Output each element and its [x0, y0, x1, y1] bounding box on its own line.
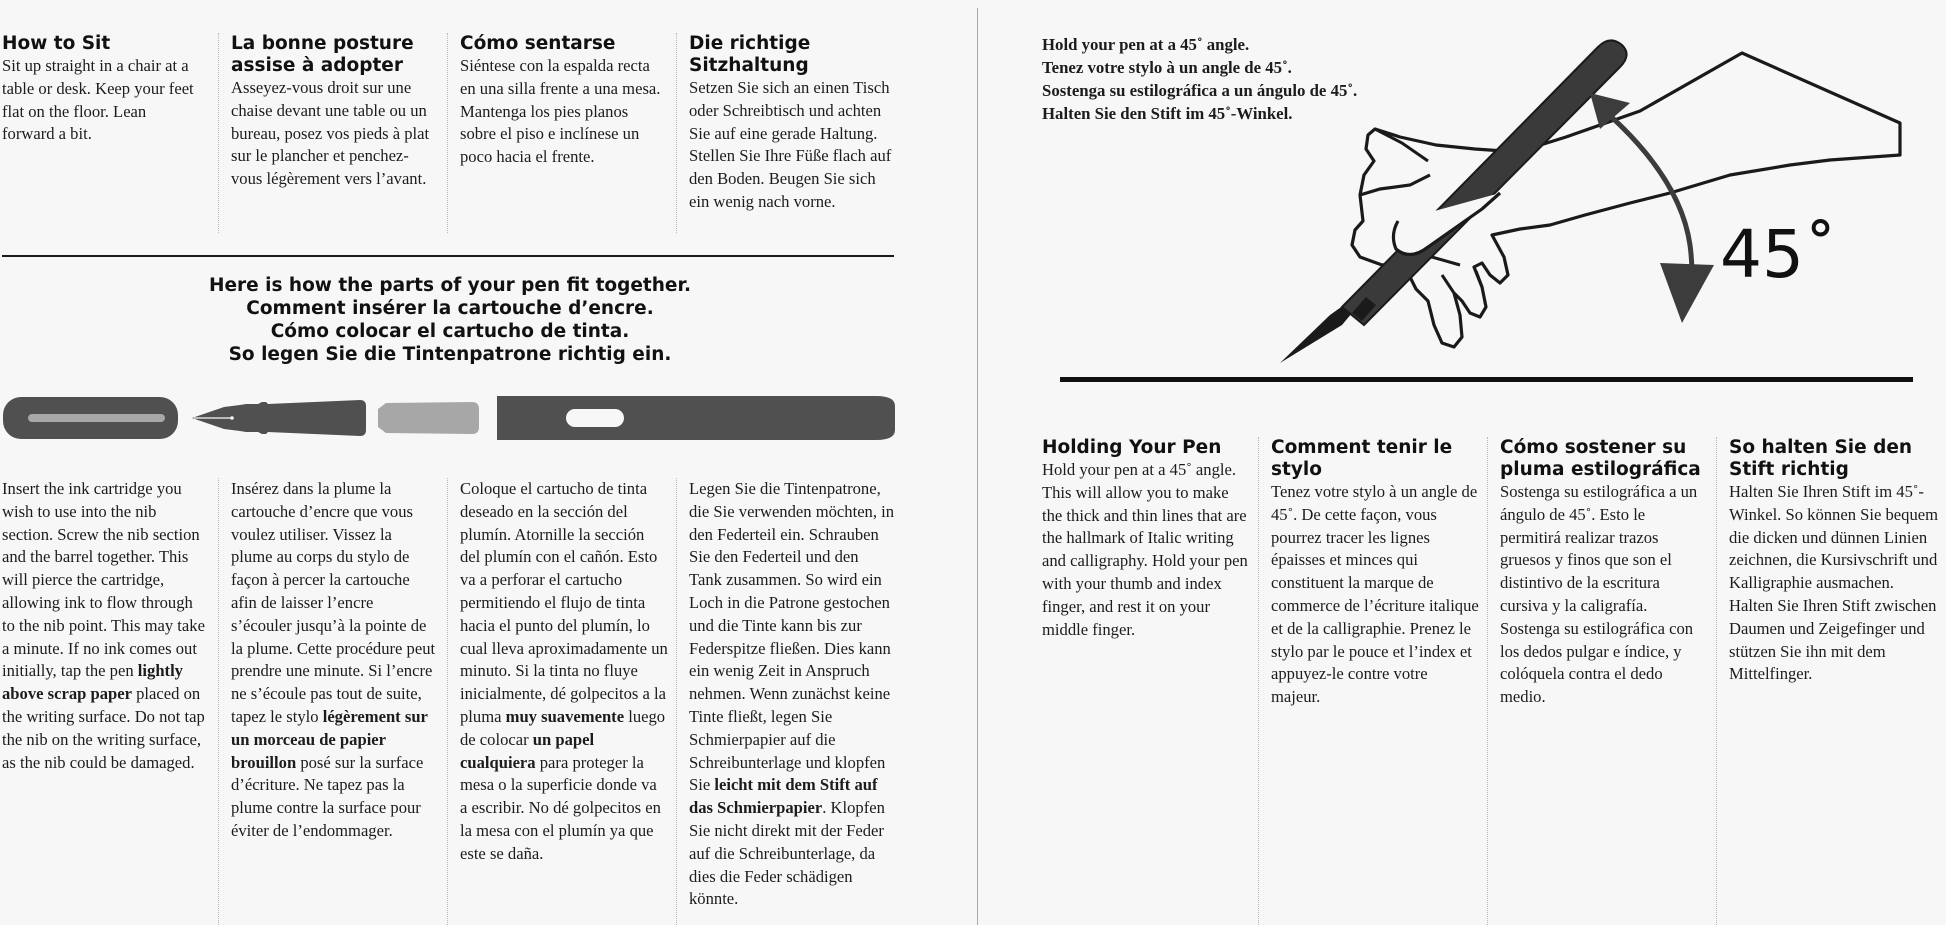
- ink-cartridge-part: [378, 402, 479, 434]
- angle-caption-fr: Tenez votre stylo à un angle de 45˚.: [1042, 58, 1292, 77]
- angle-caption-es: Sostenga su estilográfica a un ángulo de 45˚.: [1042, 81, 1358, 100]
- section-rule: [2, 255, 894, 257]
- holding-body-fr: Tenez votre stylo à un angle de 45˚. De cette façon, vous pourrez tracer les lignes épaisses et minces qui constituent la marque de commerce de l’écriture italique et de la calligraphie. Prenez le stylo par le pouce et l’index et appuyez-le contre votre majeur.: [1271, 482, 1479, 707]
- holding-title-fr: Comment tenir le stylo: [1271, 437, 1453, 480]
- holding-col-fr: [1271, 437, 1479, 709]
- angle-caption-en: Hold your pen at a 45˚ angle.: [1042, 35, 1250, 54]
- holding-body-en: Hold your pen at a 45˚ angle. This will allow you to make the thick and thin lines that are the hallmark of Italic writing and calligraphy. Hold your pen with your thumb and index finger, and rest it on your middle finger.: [1042, 460, 1248, 639]
- assembly-heading: [150, 274, 750, 366]
- assembly-heading-fr: Comment insérer la cartouche d’encre.: [246, 298, 654, 319]
- arm-hand-outline: [1352, 53, 1900, 347]
- holding-title-en: Holding Your Pen: [1042, 437, 1222, 458]
- column-divider: [1258, 437, 1259, 925]
- assembly-heading-en: Here is how the parts of your pen fit together.: [208, 275, 691, 296]
- column-divider: [447, 478, 448, 925]
- sit-col-fr: [231, 33, 433, 191]
- column-divider: [218, 478, 219, 925]
- sit-body-es: Siéntese con la espalda recta en una silla frente a una mesa. Mantenga los pies planos sobre el piso e inclínese un poco hacia el frente.: [460, 56, 661, 167]
- holding-title-es: Cómo sostener su pluma estilográfica: [1500, 437, 1701, 480]
- sit-body-fr: Asseyez-vous droit sur une chaise devant une table ou un bureau, posez vos pieds à plat sur le plancher et penchez-vous légèrement vers l’avant.: [231, 78, 430, 189]
- sit-title-fr: La bonne posture assise à adopter: [231, 33, 414, 76]
- sit-body-en: Sit up straight in a chair at a table or desk. Keep your feet flat on the floor. Lean forward a bit.: [2, 56, 194, 144]
- column-divider: [1716, 437, 1717, 925]
- column-divider: [676, 33, 677, 233]
- sit-title-en: How to Sit: [2, 33, 111, 54]
- holding-col-es: [1500, 437, 1708, 709]
- pen-barrel-part: [497, 396, 895, 440]
- baseline-rule: [1060, 377, 1913, 382]
- sit-col-es: [460, 33, 662, 169]
- sit-title-es: Cómo sentarse: [460, 33, 616, 54]
- page-fold-line: [977, 8, 978, 925]
- sit-col-en: [2, 33, 202, 146]
- holding-title-de: So halten Sie den Stift richtig: [1729, 437, 1913, 480]
- instructions-es: Coloque el cartucho de tinta deseado en la sección del plumín. Atornille la sección del plumín con el cañón. Esto va a perforar el cartucho permitiendo el flujo de tinta hacia el punto del plumín, lo cual lleva aproximadamente un minuto. Si la tinta no fluye inicialmente, dé golpecitos a la pluma muy suavemente luego de colocar un papel cualquiera para proteger la mesa o la superficie donde va a escribir. No dé golpecitos en la mesa con el plumín ya que este se daña.: [460, 479, 668, 863]
- assembly-heading-de: So legen Sie die Tintenpatrone richtig ein.: [228, 344, 672, 365]
- holding-col-en: [1042, 437, 1248, 641]
- sit-body-de: Setzen Sie sich an einen Tisch oder Schreibtisch und achten Sie auf eine gerade Haltung. Stellen Sie Ihre Füße flach auf den Boden. Beugen Sie sich ein wenig nach vorne.: [689, 78, 892, 211]
- instructions-fr: Insérez dans la plume la cartouche d’encre que vous voulez utiliser. Vissez la plume au corps du stylo de façon à percer la cartouche afin de laisser l’encre s’écouler jusqu’à la pointe de la plume. Cette procédure peut prendre une minute. Si l’encre ne s’écoule pas tout de suite, tapez le stylo légèrement sur un morceau de papier brouillon posé sur la surface d’écriture. Ne tapez pas la plume contre la surface pour éviter de l’endommager.: [231, 479, 436, 840]
- holding-body-de: Halten Sie Ihren Stift im 45˚-Winkel. So können Sie bequem die dicken und dünnen Linien zeichnen, die Kursivschrift und Kalligraphie ausmachen. Halten Sie Ihren Stift zwischen Daumen und Zeigefinger und stützen Sie ihn mit dem Mittelfinger.: [1729, 482, 1939, 684]
- sit-col-de: [689, 33, 894, 214]
- angle-label: 45˚: [1720, 216, 1837, 293]
- assembly-heading-es: Cómo colocar el cartucho de tinta.: [270, 321, 630, 342]
- sit-title-de: Die richtige Sitzhaltung: [689, 33, 811, 76]
- column-divider: [218, 33, 219, 233]
- column-divider: [1487, 437, 1488, 925]
- pen-parts-diagram: [0, 390, 900, 448]
- nib-section-part: [192, 400, 366, 436]
- angle-caption-de: Halten Sie den Stift im 45˚-Winkel.: [1042, 104, 1293, 123]
- angle-illustration: [1030, 25, 1930, 395]
- instructions-de: Legen Sie die Tintenpatrone, die Sie verwenden möchten, in den Federteil ein. Schrauben Sie den Federteil und den Tank zusammen. So wird ein Loch in die Patrone gestochen und die Tinte kann bis zur Federspitze fließen. Dies kann ein wenig Zeit in Anspruch nehmen. Wenn zunächst keine Tinte fließt, legen Sie Schmierpapier auf die Schreibunterlage und klopfen Sie leicht mit dem Stift auf das Schmierpapier. Klopfen Sie nicht direkt mit der Feder auf die Schreibunterlage, da dies die Feder schädigen könnte.: [689, 479, 895, 909]
- column-divider: [447, 33, 448, 233]
- column-divider: [676, 478, 677, 925]
- holding-body-es: Sostenga su estilográfica a un ángulo de 45˚. Esto le permitirá realizar trazos gruesos y finos que son el distintivo de la escritura cursiva y la caligrafía. Sostenga su estilográfica con los dedos pulgar e índice, y colóquela contra el dedo medio.: [1500, 482, 1698, 707]
- pen-cap-part: [3, 397, 178, 439]
- holding-col-de: [1729, 437, 1939, 686]
- instructions-en: Insert the ink cartridge you wish to use into the nib section. Screw the nib section and the barrel together. This will pierce the cartridge, allowing ink to flow through to the nib point. This may take a minute. If no ink comes out initially, tap the pen lightly above scrap paper placed on the writing surface. Do not tap the nib on the writing surface, as the nib could be damaged.: [2, 479, 205, 772]
